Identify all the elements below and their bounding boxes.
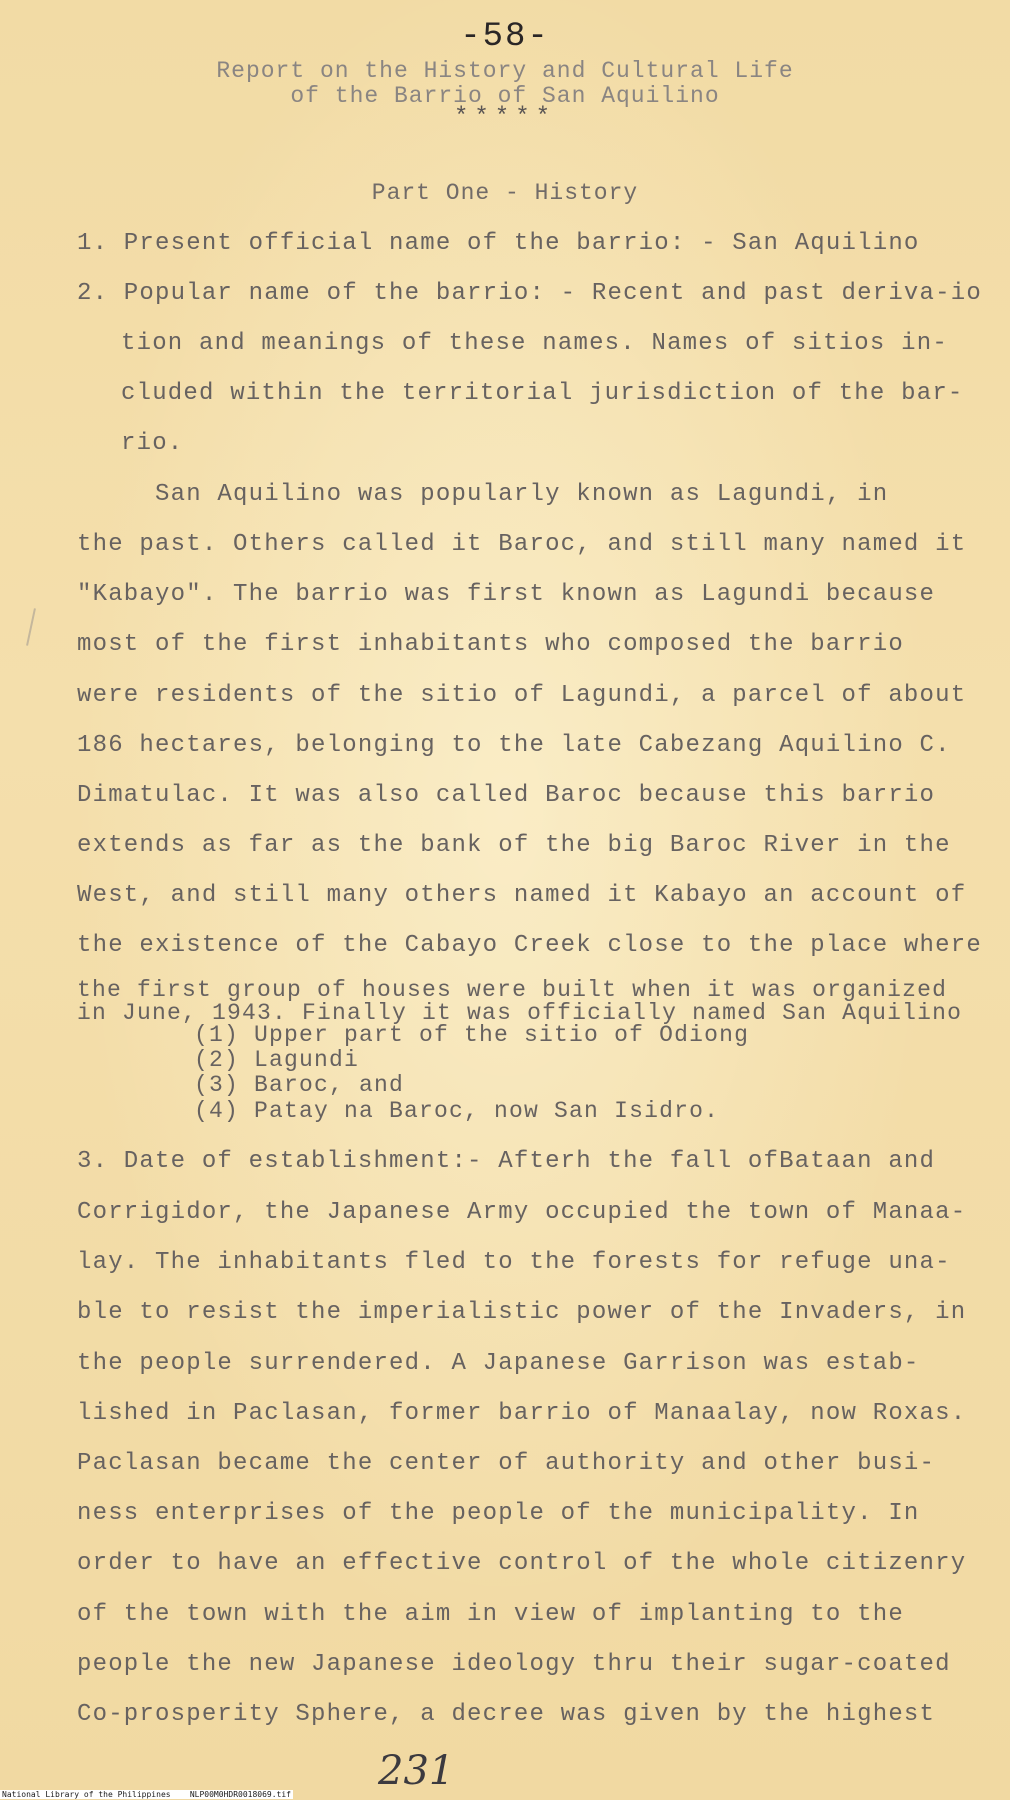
sitio-list-item: (4) Patay na Baroc, now San Isidro. [194, 1098, 720, 1124]
item-popular-name-cont: rio. [121, 430, 184, 457]
margin-pencil-mark [26, 608, 36, 646]
item-official-name: 1. Present official name of the barrio: - San Aquilino [77, 230, 920, 257]
paragraph-line: 186 hectares, belonging to the late Cabezang Aquilino C. [77, 732, 951, 759]
paragraph-line: people the new Japanese ideology thru their sugar-coated [77, 1651, 951, 1678]
report-title-line-1: Report on the History and Cultural Life [216, 58, 794, 84]
paragraph-line: extends as far as the bank of the big Baroc River in the [77, 832, 951, 859]
sitio-list-item: (2) Lagundi [194, 1047, 360, 1073]
item-popular-name-cont: cluded within the territorial jurisdiction of the bar- [121, 380, 964, 407]
paragraph-line: Co-prosperity Sphere, a decree was given by the highest [77, 1701, 936, 1728]
item-popular-name-cont: tion and meanings of these names. Names of sitios in- [121, 330, 948, 357]
handwritten-page-number: 231 [378, 1748, 455, 1794]
paragraph-line: the people surrendered. A Japanese Garrison was estab- [77, 1350, 920, 1377]
title-stars: ***** [453, 104, 556, 131]
paragraph-line: were residents of the sitio of Lagundi, a parcel of about [77, 682, 967, 709]
paragraph-line: 3. Date of establishment:- Afterh the fall ofBataan and [77, 1148, 936, 1175]
paragraph-line: San Aquilino was popularly known as Lagundi, in [77, 481, 889, 508]
paragraph-line: the existence of the Cabayo Creek close to the place where [77, 932, 982, 959]
paragraph-line: ble to resist the imperialistic power of the Invaders, in [77, 1299, 967, 1326]
paragraph-line: most of the first inhabitants who composed the barrio [77, 631, 904, 658]
sitio-list-item: (3) Baroc, and [194, 1072, 405, 1098]
paragraph-line: "Kabayo". The barrio was first known as Lagundi because [77, 581, 936, 608]
part-title: Part One - History [371, 180, 639, 206]
paragraph-line: West, and still many others named it Kabayo an account of [77, 882, 967, 909]
paragraph-line: the first group of houses were built when it was organized [77, 977, 948, 1003]
paragraph-line: of the town with the aim in view of implanting to the [77, 1601, 904, 1628]
archive-footer-label: National Library of the Philippines NLP00M0HDR0018069.tif [2, 1790, 291, 1799]
paragraph-line: in June, 1943. Finally it was officially named San Aquilino [77, 1000, 963, 1026]
page-number: -58- [460, 18, 550, 56]
paragraph-line: the past. Others called it Baroc, and still many named it [77, 531, 967, 558]
sitio-list-item: (1) Upper part of the sitio of Odiong [194, 1022, 750, 1048]
paragraph-line: Paclasan became the center of authority and other busi- [77, 1450, 936, 1477]
item-popular-name: 2. Popular name of the barrio: - Recent and past deriva-io [77, 280, 982, 307]
paragraph-line: Dimatulac. It was also called Baroc because this barrio [77, 782, 936, 809]
report-title-line-2: of the Barrio of San Aquilino [290, 83, 720, 109]
paragraph-line: Corrigidor, the Japanese Army occupied the town of Manaa- [77, 1199, 967, 1226]
paragraph-line: order to have an effective control of the whole citizenry [77, 1550, 967, 1577]
paragraph-line: lished in Paclasan, former barrio of Manaalay, now Roxas. [77, 1400, 967, 1427]
paragraph-line: lay. The inhabitants fled to the forests for refuge una- [77, 1249, 951, 1276]
paragraph-line: ness enterprises of the people of the municipality. In [77, 1500, 920, 1527]
